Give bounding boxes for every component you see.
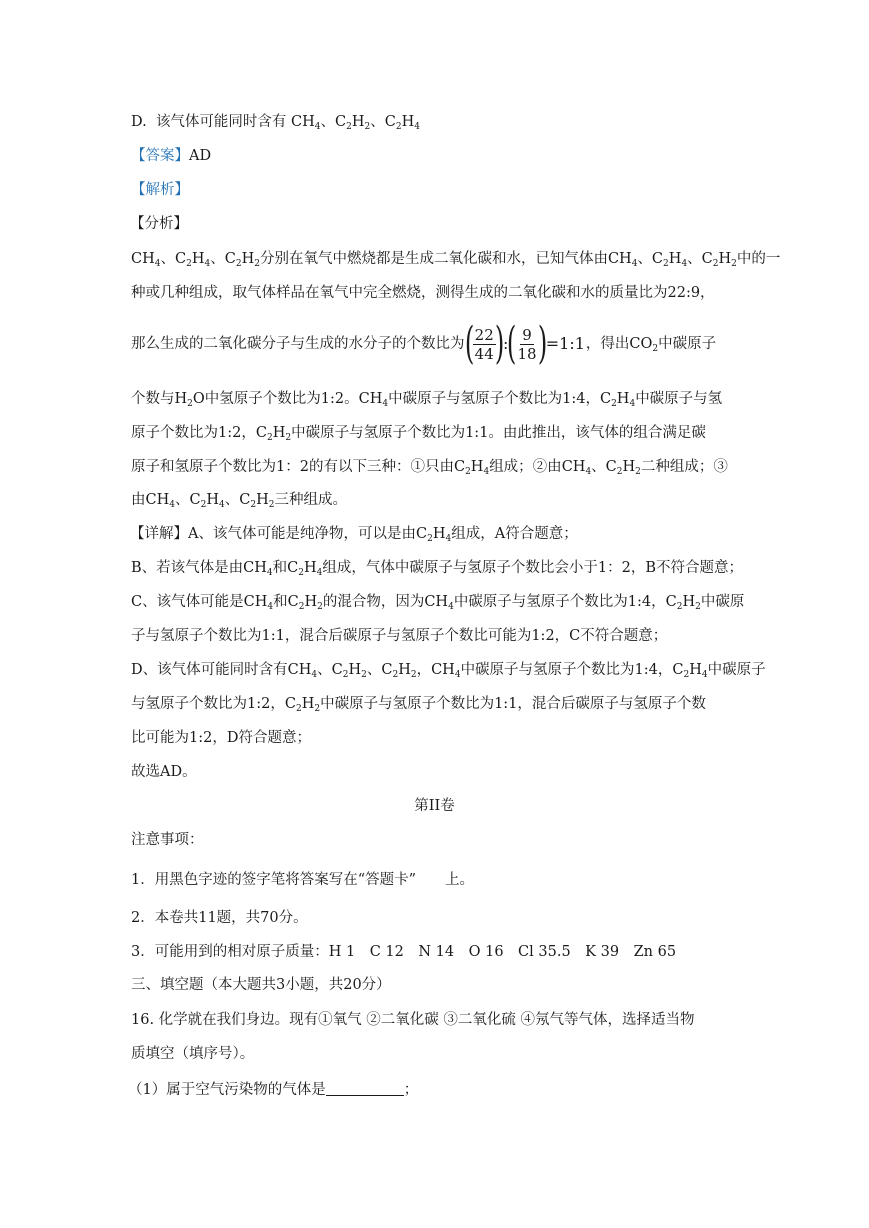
- fenxi-tag: 【分析】: [130, 216, 188, 232]
- answer-line: [131, 146, 211, 166]
- fenxi-line-7: 由$CH_4$、$C_2H_4$、$C_2H_2$三种组成。: [131, 492, 347, 510]
- xiangjie-a: 【详解】A、该气体可能是纯净物，可以是由$C_2H_4$组成，A符合题意；: [130, 526, 578, 544]
- question-16-line-1: 16. 化学就在我们身边。现有①氧气 ②二氧化碳 ③二氧化硫 ④氖气等气体，选择适当物: [131, 1012, 695, 1028]
- fenxi-line-1: $CH_4$、$C_2H_4$、$C_2H_2$分别在氧气中燃烧都是生成二氧化碳和水，已知气体由$CH_4$、$C_2H_4$、$C_2H_2$中的一: [131, 251, 781, 269]
- question-16-line-2: 质填空（填序号）。: [131, 1046, 255, 1062]
- xiangjie-d-1: D、该气体可能同时含有$CH_4$、$C_2H_2$、$C_2H_2$，$CH_4$中碳原子与氢原子个数比为1:4，$C_2H_4$中碳原子: [131, 662, 766, 680]
- section-title-juan2: 第II卷: [414, 798, 455, 814]
- notice-item-3: 3．可能用到的相对原子质量：H 1 C 12 N 14 O 16 Cl 35.5 K 39 Zn 65: [131, 944, 677, 960]
- fenxi-line-6: 原子和氢原子个数比为1：2的有以下三种：①只由$C_2H_4$组成；②由$CH_4$、$C_2H_2$二种组成；③: [131, 459, 728, 477]
- jiexi-tag: 【解析】: [131, 182, 189, 198]
- notice-title: 注意事项：: [131, 832, 204, 848]
- option-d: D. 该气体可能同时含有 $CH_4$、$C_2H_2$、$C_2H_4$: [131, 114, 420, 132]
- section-3-title: 三、填空题（本大题共3小题，共20分）: [131, 977, 391, 993]
- answer-tag: 【答案】: [131, 148, 189, 164]
- fenxi-line-5: 原子个数比为1:2，$C_2H_2$中碳原子与氢原子个数比为1:1。由此推出，该气体的组合满足碳: [131, 425, 706, 443]
- answer-blank[interactable]: [326, 1081, 404, 1096]
- fraction-expression: ( $\frac{22}{44}$ ) : ( $\frac{9}{18}$ ) =1:1: [464, 318, 585, 369]
- xiangjie-d-3: 比可能为1:2，D符合题意；: [131, 730, 311, 746]
- fenxi-line-4: 个数与$H_2O$中氢原子个数比为1:2。$CH_4$中碳原子与氢原子个数比为1:4，$C_2H_4$中碳原子与氢: [131, 391, 723, 409]
- final-answer: 故选AD。: [131, 764, 197, 780]
- fenxi-line-2: 种或几种组成，取气体样品在氧气中完全燃烧，测得生成的二氧化碳和水的质量比为22:9，: [131, 285, 715, 301]
- notice-item-1: 1．用黑色字迹的签字笔将答案写在“答题卡” 上。: [131, 872, 475, 888]
- xiangjie-d-2: 与氢原子个数比为1:2，$C_2H_2$中碳原子与氢原子个数比为1:1，混合后碳原子与氢原子个数: [131, 696, 706, 714]
- xiangjie-b: B、若该气体是由$CH_4$和$C_2H_4$组成，气体中碳原子与氢原子个数比会小于1：2，B不符合题意；: [131, 560, 743, 578]
- question-16-sub-1: （1）属于空气污染物的气体是 ；: [128, 1082, 419, 1098]
- notice-item-2: 2．本卷共11题，共70分。: [131, 910, 308, 926]
- xiangjie-c-1: C、该气体可能是$CH_4$和$C_2H_2$的混合物，因为$CH_4$中碳原子与氢原子个数比为1:4，$C_2H_2$中碳原: [131, 594, 745, 612]
- answer-value: AD: [189, 148, 212, 164]
- fenxi-line-3: 那么生成的二氧化碳分子与生成的水分子的个数比为 ( $\frac{22}{44}$ ) : ( $\frac{9}{18}$ ) =1:1 ，得出$CO_2$中碳原子: [131, 318, 717, 369]
- xiangjie-c-2: 子与氢原子个数比为1:1，混合后碳原子与氢原子个数比可能为1:2，C不符合题意；: [131, 628, 668, 644]
